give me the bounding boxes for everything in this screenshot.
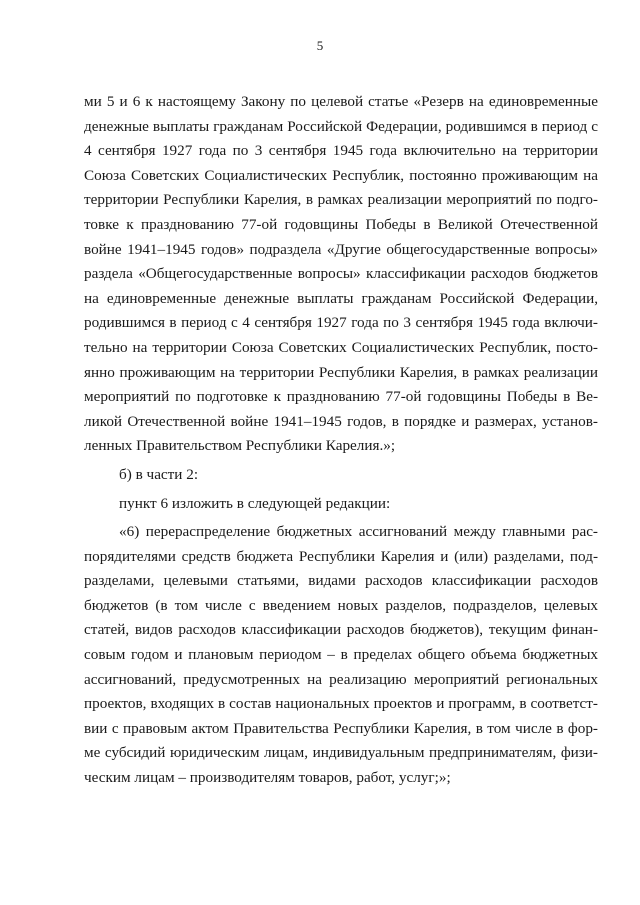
text-line: ме субсидий юридическим лицам, индивидуальным предпринимателям, физи- (84, 744, 598, 762)
text-line: ликой Отечественной войне 1941–1945 годов, в порядке и размерах, установ- (84, 412, 598, 430)
text-line: ми 5 и 6 к настоящему Закону по целевой статье «Резерв на единовременные (84, 93, 598, 110)
text-line: товке к празднованию 77-ой годовщины Победы в Великой Отечественной (84, 215, 598, 233)
text-line: совым годом и плановым периодом – в пределах общего объема бюджетных (84, 646, 598, 664)
text-line: бюджетов (в том числе с введением новых разделов, подразделов, целевых (84, 596, 598, 614)
paragraph-part-2 (84, 463, 598, 488)
text-line: порядителями средств бюджета Республики Карелия и (или) разделами, под- (84, 547, 598, 565)
text-line: территории Республики Карелия, в рамках реализации мероприятий по подго- (84, 191, 598, 209)
text-line: «6) перераспределение бюджетных ассигнований между главными рас- (119, 523, 598, 541)
text-line: ческим лицам – производителям товаров, работ, услуг;»; (84, 769, 451, 787)
text-line: раздела «Общегосударственные вопросы» классификации расходов бюджетов (84, 265, 598, 283)
text-line: ассигнований, предусмотренных на реализацию мероприятий региональных (84, 670, 598, 688)
text-line: пункт 6 изложить в следующей редакции: (119, 494, 391, 512)
text-line: войне 1941–1945 годов» подраздела «Другие общегосударственные вопросы» (84, 240, 598, 258)
document-body (84, 90, 598, 791)
paragraph-item-6-intro (84, 492, 598, 517)
paragraph-item-6-text (84, 520, 598, 791)
text-line: Союза Советских Социалистических Республик, постоянно проживающим на (84, 166, 598, 184)
text-line: на единовременные денежные выплаты гражданам Российской Федерации, (84, 289, 598, 307)
text-line: вии с правовым актом Правительства Республики Карелия, в том числе в фор- (84, 719, 598, 737)
text-line: статей, видов расходов классификации расходов бюджетов), текущим финан- (84, 621, 598, 639)
page-number: 5 (316, 38, 324, 53)
text-line: 4 сентября 1927 года по 3 сентября 1945 года включительно на территории (84, 142, 598, 160)
text-line: мероприятий по подготовке к празднованию 77-ой годовщины Победы в Ве- (84, 388, 598, 406)
text-line: разделами, целевыми статьями, видами расходов классификации расходов (84, 572, 598, 590)
text-line: денежные выплаты гражданам Российской Федерации, родившимся в период с (84, 117, 598, 135)
text-line: проектов, входящих в состав национальных проектов и программ, в соответст- (84, 695, 598, 713)
text-line: родившимся в период с 4 сентября 1927 года по 3 сентября 1945 года включи- (84, 314, 598, 332)
text-line: янно проживающим на территории Республики Карелия, в рамках реализации (84, 363, 598, 381)
text-line: ленных Правительством Республики Карелия.»; (84, 437, 396, 455)
text-line: тельно на территории Союза Советских Социалистических Республик, посто- (84, 338, 598, 356)
text-line: б) в части 2: (119, 465, 199, 483)
paragraph-reserve-payments (84, 90, 598, 459)
